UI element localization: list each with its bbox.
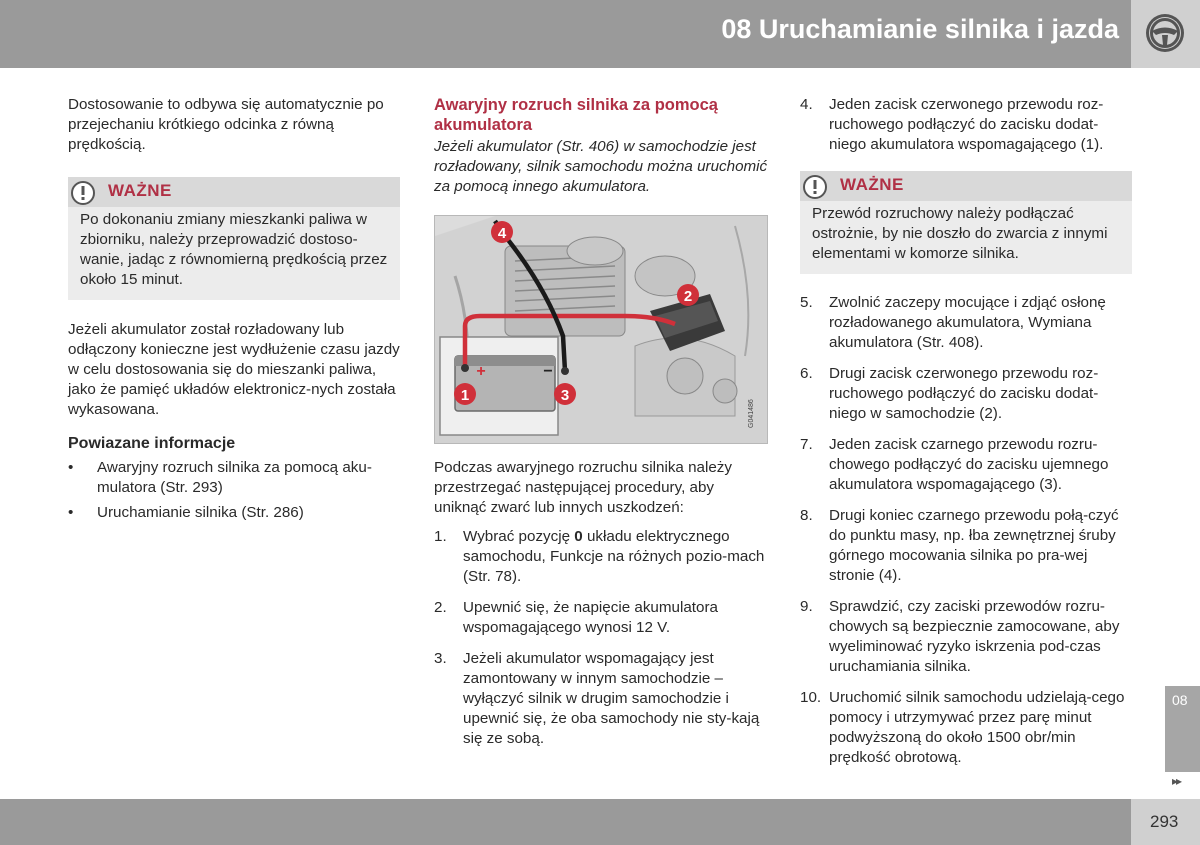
step-item: 8. Drugi koniec czarnego przewodu połą-czyć do punktu masy, np. łba zewnętrznej śruby górnego mocowania silnika po pra-wej stronie (4).: [800, 507, 1119, 584]
figure-code: G041486: [748, 399, 755, 428]
step-item: 3. Jeżeli akumulator wspomagający jest zamontowany w innym samochodzie – wyłączyć silnik w drugim samochodzie i upewnić się, że oba samochody nie sty-kają się ze sobą.: [434, 650, 760, 747]
page-number: 293: [1150, 812, 1179, 831]
intro-text: Jeżeli akumulator (Str. 406) w samochodzie jest rozładowany, silnik samochodu można uruchomić za pomocą innego akumulatora.: [434, 138, 768, 195]
paragraph-battery-discharged: Jeżeli akumulator został rozładowany lub odłączony konieczne jest wydłużenie czasu jazdy w celu dostosowania się do mieszanki paliwa, jako że pamięć układów elektronicz-nych została wykasowana.: [68, 321, 400, 418]
procedure-intro: Podczas awaryjnego rozruchu silnika należy przestrzegać następującej procedury, aby uniknąć zwarć lub innych uszkodzeń:: [434, 459, 732, 516]
step-item: 4. Jeden zacisk czerwonego przewodu roz-ruchowego podłączyć do zacisku dodat-niego akumulatora wspomagającego (1).: [800, 96, 1104, 153]
warning-box: [800, 171, 1132, 274]
step-item: 6. Drugi zacisk czerwonego przewodu roz-ruchowego podłączyć do zacisku dodat-niego w samochodzie (2).: [800, 365, 1099, 422]
page-header: [0, 0, 1131, 68]
figure-label-3: 3: [560, 387, 570, 404]
continue-arrow-icon: ▸▸: [1172, 774, 1181, 788]
column-right: [800, 95, 1132, 779]
steering-wheel-icon: [1144, 12, 1186, 54]
figure-label-1: 1: [460, 387, 470, 404]
chapter-icon-box: [1131, 0, 1200, 68]
warning-icon: [802, 174, 828, 200]
step-item: 9. Sprawdzić, czy zaciski przewodów rozru-chowych są bezpiecznie zamocowane, aby wyeliminować ryzyko iskrzenia pod-czas uruchamiania silnika.: [800, 598, 1120, 675]
figure-label-2: 2: [683, 288, 693, 305]
page-footer: [0, 799, 1131, 845]
related-link-jump-start[interactable]: • Awaryjny rozruch silnika za pomocą aku-mulatora (Str. 293): [68, 458, 400, 498]
related-info-list: [68, 458, 400, 523]
warning-text: Przewód rozruchowy należy podłączać ostrożnie, by nie doszło do zwarcia z innymi elementami w komorze silnika.: [800, 201, 1132, 274]
section-heading: Awaryjny rozruch silnika za pomocą akumulatora: [434, 96, 718, 134]
related-info-heading: Powiazane informacje: [68, 435, 236, 452]
warning-box: [68, 177, 400, 300]
engine-bay-illustration: [434, 215, 768, 444]
column-left: [68, 95, 400, 523]
chapter-side-tab[interactable]: [1165, 686, 1200, 772]
warning-text: Po dokonaniu zmiany mieszkanki paliwa w zbiorniku, należy przeprowadzić dostoso-wanie, jadąc z równomierną prędkością przez około 15 minut.: [68, 207, 400, 300]
warning-icon: [70, 180, 96, 206]
paragraph-adaptation: Dostosowanie to odbywa się automatycznie po przejechaniu krótkiego odcinka z równą prędkością.: [68, 96, 384, 153]
steps-list-2b: [800, 293, 1132, 768]
figure-label-4: 4: [497, 225, 507, 242]
chapter-title: 08 Uruchamianie silnika i jazda: [721, 14, 1119, 44]
minus-terminal-sign: −: [543, 363, 553, 380]
warning-header: [68, 177, 400, 207]
step-item: 5. Zwolnić zaczepy mocujące i zdjąć osłonę rozładowanego akumulatora, Wymiana akumulatora (Str. 408).: [800, 294, 1106, 351]
step-item: 1. Wybrać pozycję 0 układu elektrycznego samochodu, Funkcje na różnych pozio-mach (Str. 78).: [434, 528, 765, 585]
warning-header: [800, 171, 1132, 201]
related-link-start-engine[interactable]: • Uruchamianie silnika (Str. 286): [68, 503, 400, 523]
warning-title: WAŻNE: [840, 175, 904, 194]
step-item: 7. Jeden zacisk czarnego przewodu rozru-chowego podłączyć do zacisku ujemnego akumulatora wspomagającego (3).: [800, 436, 1109, 493]
warning-title: WAŻNE: [108, 181, 172, 200]
steps-list-2a: [800, 95, 1132, 155]
plus-terminal-sign: +: [476, 363, 486, 380]
column-middle: [434, 95, 768, 760]
step-item: 10. Uruchomić silnik samochodu udzielają-cego pomocy i utrzymywać przez parę minut podwyższoną do około 1500 obr/min prędkość obrotową.: [800, 689, 1125, 766]
chapter-side-tab-label: 08: [1172, 692, 1188, 708]
step-item: 2. Upewnić się, że napięcie akumulatora wspomagającego wynosi 12 V.: [434, 599, 718, 636]
steps-list-1: [434, 527, 768, 749]
